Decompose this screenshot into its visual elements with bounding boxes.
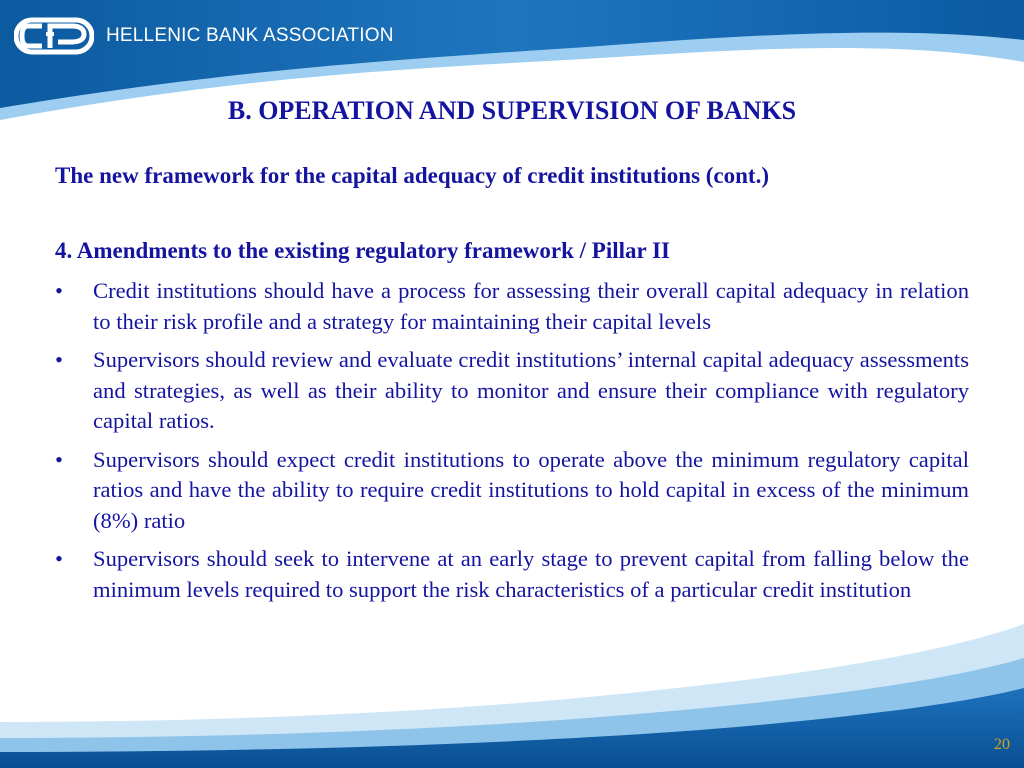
- org-name: HELLENIC BANK ASSOCIATION: [106, 25, 394, 46]
- bullet-text: Supervisors should review and evaluate credit institutions’ internal capital adequacy assessments and strategies, as well as their ability to monitor and ensure their compliance with regulatory capital ratios.: [93, 347, 969, 433]
- slide-title: B. OPERATION AND SUPERVISION OF BANKS: [227, 96, 797, 125]
- page-number: 20: [994, 736, 1010, 753]
- bullet-text: Supervisors should expect credit institutions to operate above the minimum regulatory capital ratios and have the ability to require credit institutions to hold capital in excess of the minimum (8%) ratio: [93, 446, 969, 533]
- bullet-item: [55, 445, 969, 537]
- section-heading: 4. Amendments to the existing regulatory framework / Pillar II: [55, 238, 670, 263]
- bullet-icon: •: [55, 347, 63, 372]
- bullet-icon: •: [55, 446, 63, 472]
- bullet-item: [55, 345, 969, 437]
- bottom-wave: [0, 624, 1024, 768]
- bullet-item: [55, 276, 969, 337]
- slide-subtitle: The new framework for the capital adequacy of credit institutions (cont.): [55, 163, 769, 188]
- bullet-item: [55, 544, 969, 605]
- bullet-text: Credit institutions should have a process for assessing their overall capital adequacy in relation to their risk profile and a strategy for maintaining their capital levels: [93, 278, 969, 334]
- header: [14, 14, 394, 58]
- bullet-text: Supervisors should seek to intervene at an early stage to prevent capital from falling below the minimum levels required to support the risk characteristics of a particular credit institution: [93, 546, 969, 602]
- hba-logo-icon: [14, 14, 94, 58]
- bullet-list: [55, 276, 969, 613]
- bullet-icon: •: [55, 278, 63, 303]
- bullet-icon: •: [55, 546, 63, 571]
